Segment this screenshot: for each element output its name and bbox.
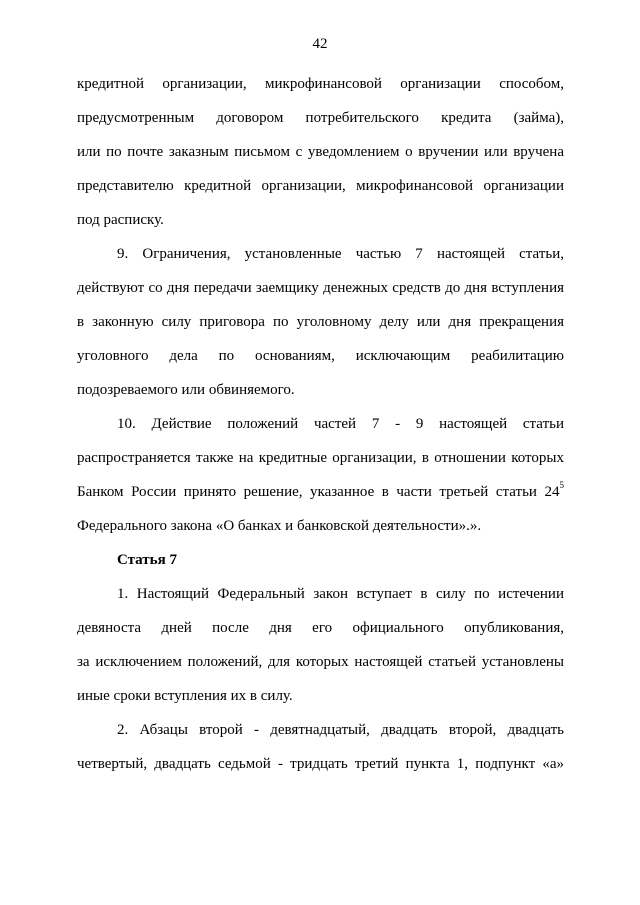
paragraph [77, 407, 564, 543]
text-line [77, 407, 564, 441]
text-line [77, 577, 564, 611]
page-number: 42 [312, 36, 328, 52]
line-text: в законную силу приговора по уголовному делу или дня прекращения [77, 314, 564, 330]
text-line [77, 441, 564, 475]
text-line [77, 509, 564, 543]
text-line [77, 611, 564, 645]
text-line [77, 135, 564, 169]
text-line [77, 67, 564, 101]
text-line [77, 305, 564, 339]
paragraph [77, 67, 564, 237]
line-text: девяноста дней после дня его официального опубликования, [77, 620, 564, 636]
article-heading: Статья 7 [117, 552, 177, 568]
line-text: или по почте заказным письмом с уведомлением о вручении или вручена [77, 144, 564, 160]
line-text: четвертый, двадцать седьмой - тридцать третий пункта 1, подпункт «а» [77, 756, 564, 772]
line-text: Федерального закона «О банках и банковской деятельности».». [77, 518, 482, 534]
text-line [77, 339, 564, 373]
line-text: уголовного дела по основаниям, исключающим реабилитацию [77, 348, 564, 364]
line-text: действуют со дня передачи заемщику денежных средств до дня вступления [77, 280, 564, 296]
line-text: 2. Абзацы второй - девятнадцатый, двадцать второй, двадцать [117, 722, 564, 738]
text-line [77, 203, 564, 237]
line-text: распространяется также на кредитные организации, в отношении которых [77, 450, 564, 466]
paragraph [77, 577, 564, 713]
text-line [77, 373, 564, 407]
line-text: представителю кредитной организации, микрофинансовой организации [77, 178, 564, 194]
text-line [77, 101, 564, 135]
paragraph [77, 237, 564, 407]
paragraph [77, 713, 564, 781]
line-text: 9. Ограничения, установленные частью 7 настоящей статьи, [117, 246, 564, 262]
line-text: подозреваемого или обвиняемого. [77, 382, 295, 398]
document-body [77, 67, 564, 781]
line-text: 10. Действие положений частей 7 - 9 настоящей статьи [117, 416, 564, 432]
text-line [77, 747, 564, 781]
text-line [77, 645, 564, 679]
line-text: под расписку. [77, 212, 164, 228]
line-text: за исключением положений, для которых настоящей статьей установлены [77, 654, 564, 670]
line-text: Банком России принято решение, указанное в части третьей статьи 24 [77, 484, 560, 500]
text-line [77, 475, 564, 509]
text-line [77, 271, 564, 305]
superscript: 5 [559, 480, 564, 490]
text-line [77, 237, 564, 271]
line-text: предусмотренным договором потребительского кредита (займа), [77, 110, 564, 126]
text-line [77, 713, 564, 747]
line-text: иные сроки вступления их в силу. [77, 688, 293, 704]
line-text: кредитной организации, микрофинансовой организации способом, [77, 76, 564, 92]
line-text: 1. Настоящий Федеральный закон вступает в силу по истечении [117, 586, 564, 602]
text-line [77, 169, 564, 203]
text-line [77, 679, 564, 713]
